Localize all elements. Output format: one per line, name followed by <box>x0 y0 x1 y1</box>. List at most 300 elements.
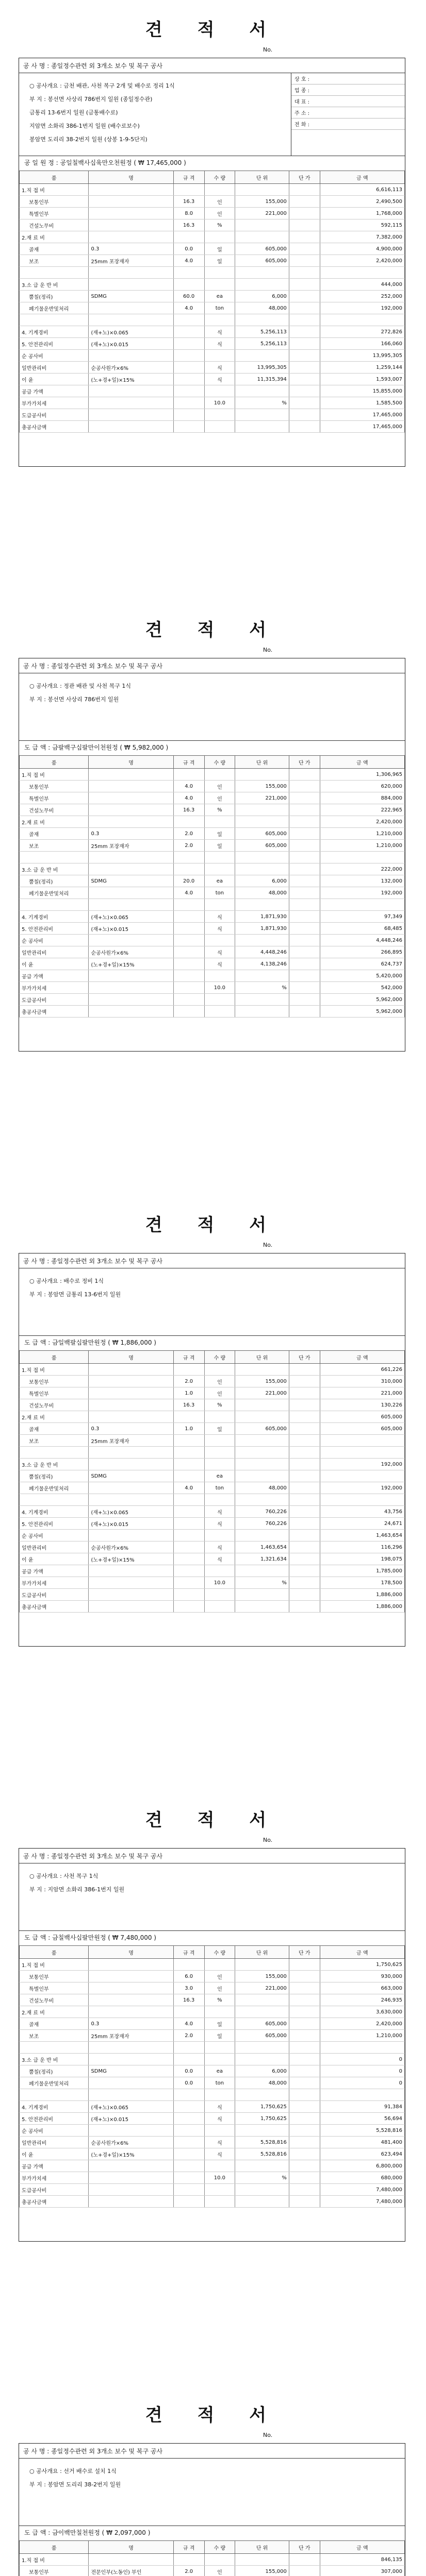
amount-label: 도 급 액 : 금팔백구십팔만이천원정 <box>24 744 120 751</box>
table-cell <box>89 935 173 946</box>
table-cell: 0 <box>320 2065 404 2077</box>
table-cell <box>204 1601 235 1613</box>
table-cell: 10.0 <box>204 982 235 994</box>
table-cell: 605,000 <box>235 1423 289 1435</box>
estimate-page <box>0 10 426 577</box>
overview-line: 부 지 : 봉선면 사상리 786번지 일원 <box>29 696 119 703</box>
table-cell <box>289 2018 320 2030</box>
table-cell: 2.0 <box>173 2566 204 2576</box>
table-cell <box>289 2137 320 2148</box>
overview-line: ○ 공사개요 : 사천 복구 1식 <box>29 1873 99 1879</box>
table-cell <box>89 2077 173 2089</box>
table-cell: 605,000 <box>235 840 289 852</box>
table-cell: 1,886,000 <box>320 1601 404 1613</box>
table-row <box>20 982 405 994</box>
table-cell: 1,750,625 <box>235 2113 289 2125</box>
table-row <box>20 2077 405 2089</box>
table-row <box>20 219 405 231</box>
table-cell: 0.0 <box>173 2065 204 2077</box>
table-cell <box>235 1364 289 1376</box>
table-cell <box>173 1959 204 1971</box>
table-cell <box>173 2184 204 2196</box>
table-cell: 부가가치세 <box>20 2172 89 2184</box>
table-cell <box>235 1459 289 1470</box>
table-cell: 1.0 <box>173 1387 204 1399</box>
table-cell <box>289 1376 320 1387</box>
amount-value: ( ₩ 17,465,000 ) <box>134 159 186 166</box>
table-row <box>20 2030 405 2042</box>
table-row <box>20 1553 405 1565</box>
table-row <box>20 1494 405 1506</box>
table-cell <box>204 1494 235 1506</box>
table-cell: (재+노)×0.065 <box>89 1506 173 1518</box>
table-row <box>20 887 405 899</box>
table-cell: 골재 <box>20 828 89 840</box>
table-row <box>20 196 405 208</box>
table-cell: 보통인부 <box>20 1376 89 1387</box>
table-row <box>20 302 405 314</box>
table-cell: 6,000 <box>235 2065 289 2077</box>
table-cell <box>289 338 320 350</box>
table-row <box>20 1541 405 1553</box>
table-cell <box>235 1959 289 1971</box>
table-row <box>20 1459 405 1470</box>
table-cell <box>235 852 289 863</box>
contract-amount <box>19 2525 405 2541</box>
table-cell <box>173 911 204 923</box>
table-cell: 623,494 <box>320 2148 404 2160</box>
table-cell <box>289 816 320 828</box>
table-cell <box>173 970 204 982</box>
column-header: 단 가 <box>289 1946 320 1959</box>
table-cell <box>173 1470 204 1482</box>
table-cell: 10.0 <box>204 1577 235 1589</box>
table-cell: 식 <box>204 2113 235 2125</box>
overview-box <box>19 1863 405 1931</box>
table-cell: 1,593,007 <box>320 374 404 385</box>
table-cell <box>235 2184 289 2196</box>
page-title: 견 적 서 <box>145 2405 281 2426</box>
table-cell <box>89 804 173 816</box>
table-cell: 공급 가액 <box>20 385 89 397</box>
table-cell <box>173 946 204 958</box>
table-cell <box>173 2172 204 2184</box>
table-cell <box>289 231 320 243</box>
table-row <box>20 1530 405 1541</box>
table-cell: 4.0 <box>173 887 204 899</box>
table-cell <box>204 184 235 196</box>
table-cell <box>89 1601 173 1613</box>
table-cell: 605,000 <box>235 243 289 255</box>
table-cell <box>204 852 235 863</box>
table-cell: 1.직 접 비 <box>20 2554 89 2566</box>
table-cell <box>320 899 404 911</box>
table-cell: 198,075 <box>320 1553 404 1565</box>
table-cell <box>89 1399 173 1411</box>
table-cell <box>320 1435 404 1447</box>
table-cell <box>289 946 320 958</box>
table-cell: 인 <box>204 1387 235 1399</box>
table-cell <box>289 1530 320 1541</box>
table-row <box>20 852 405 863</box>
table-cell <box>89 385 173 397</box>
table-cell <box>289 1006 320 1018</box>
table-header-row <box>20 171 405 184</box>
table-cell: 221,000 <box>235 1387 289 1399</box>
table-cell <box>173 982 204 994</box>
page-title: 견 적 서 <box>145 20 281 40</box>
table-cell: 식 <box>204 911 235 923</box>
table-cell <box>235 2042 289 2054</box>
amount-value: ( ₩ 2,097,000 ) <box>102 2529 151 2536</box>
table-cell: 2,490,500 <box>320 196 404 208</box>
table-cell <box>89 1959 173 1971</box>
table-cell <box>173 1411 204 1423</box>
table-cell: 16.3 <box>173 804 204 816</box>
table-row <box>20 1565 405 1577</box>
table-cell: 0.3 <box>89 2018 173 2030</box>
table-cell <box>20 1447 89 1459</box>
table-cell <box>289 2089 320 2101</box>
table-cell: 11,315,394 <box>235 374 289 385</box>
table-row <box>20 231 405 243</box>
table-cell <box>235 1494 289 1506</box>
table-cell <box>89 1364 173 1376</box>
table-cell <box>289 2566 320 2576</box>
table-cell: 식 <box>204 1506 235 1518</box>
table-cell <box>289 2101 320 2113</box>
table-cell <box>173 994 204 1006</box>
table-cell <box>289 302 320 314</box>
table-cell: 4. 기계경비 <box>20 911 89 923</box>
table-cell <box>173 1006 204 1018</box>
table-cell: 이 윤 <box>20 958 89 970</box>
table-cell <box>235 804 289 816</box>
table-cell <box>204 2184 235 2196</box>
table-row <box>20 1399 405 1411</box>
table-cell <box>204 1447 235 1459</box>
table-row <box>20 421 405 433</box>
amount-label: 도 급 액 : 금일백팔십팔만원정 <box>24 1339 108 1346</box>
table-cell: 0 <box>320 2054 404 2065</box>
table-cell: 192,000 <box>320 887 404 899</box>
table-cell <box>235 899 289 911</box>
table-cell: 930,000 <box>320 1971 404 1982</box>
table-cell <box>235 1447 289 1459</box>
table-cell <box>320 2089 404 2101</box>
table-cell <box>204 970 235 982</box>
table-cell <box>89 792 173 804</box>
table-cell: 1,871,930 <box>235 911 289 923</box>
table-cell: 식 <box>204 1518 235 1530</box>
table-cell: 1.직 접 비 <box>20 184 89 196</box>
table-cell <box>173 1364 204 1376</box>
table-cell: 폐기물운반및처리 <box>20 302 89 314</box>
table-row <box>20 1376 405 1387</box>
table-cell: 10.0 <box>204 397 235 409</box>
table-cell <box>289 1982 320 1994</box>
table-row <box>20 804 405 816</box>
table-cell: 680,000 <box>320 2172 404 2184</box>
table-cell: ea <box>204 291 235 302</box>
table-cell: (재+노)×0.065 <box>89 2101 173 2113</box>
page-title: 견 적 서 <box>145 1810 281 1831</box>
table-cell <box>204 231 235 243</box>
table-cell: 6,000 <box>235 291 289 302</box>
column-header: 규 격 <box>173 1946 204 1959</box>
table-cell <box>89 769 173 781</box>
table-cell: 폐기물운반및처리 <box>20 887 89 899</box>
table-cell: 605,000 <box>320 1411 404 1423</box>
table-cell <box>289 792 320 804</box>
table-cell: 인 <box>204 1376 235 1387</box>
table-row <box>20 2137 405 2148</box>
table-cell <box>235 2054 289 2065</box>
table-cell: 68,485 <box>320 923 404 935</box>
table-cell <box>89 899 173 911</box>
table-cell <box>204 2006 235 2018</box>
table-cell: 부가가치세 <box>20 397 89 409</box>
table-cell: 1,259,144 <box>320 362 404 374</box>
overview-line: 부 지 : 봉암면 도리리 38-2번지 일원 <box>29 2481 121 2488</box>
cost-table <box>19 2540 405 2576</box>
table-row <box>20 994 405 1006</box>
table-cell <box>89 1971 173 1982</box>
table-cell: 3.소 급 운 반 비 <box>20 1459 89 1470</box>
table-row <box>20 397 405 409</box>
table-cell <box>289 1589 320 1601</box>
table-cell: 25mm 포장재자 <box>89 2030 173 2042</box>
overview-line: 부 지 : 봉선면 사상리 786번지 일원 (종일정수관) <box>29 96 153 103</box>
table-cell: 총공사금액 <box>20 421 89 433</box>
table-cell: 2,420,000 <box>320 816 404 828</box>
table-cell <box>89 1577 173 1589</box>
table-cell: 17,465,000 <box>320 421 404 433</box>
table-cell: 인 <box>204 781 235 792</box>
table-row <box>20 350 405 362</box>
overview-box <box>19 673 405 741</box>
table-row <box>20 385 405 397</box>
table-cell: 일반관리비 <box>20 362 89 374</box>
table-cell: 4,138,246 <box>235 958 289 970</box>
table-cell <box>20 852 89 863</box>
table-cell: (재+노)×0.065 <box>89 911 173 923</box>
table-cell <box>289 2148 320 2160</box>
column-header: 단 가 <box>289 171 320 184</box>
table-cell <box>89 267 173 279</box>
document-number-label: No. <box>263 647 273 653</box>
table-cell: 663,000 <box>320 1982 404 1994</box>
table-cell <box>289 1411 320 1423</box>
table-cell: 1,750,625 <box>235 2101 289 2113</box>
table-cell: 부가가치세 <box>20 1577 89 1589</box>
table-cell: 폐기물운반및처리 <box>20 1482 89 1494</box>
table-cell <box>173 1530 204 1541</box>
table-cell: 총공사금액 <box>20 1601 89 1613</box>
table-cell: 4,900,000 <box>320 243 404 255</box>
table-cell <box>89 1459 173 1470</box>
column-header: 단 위 <box>235 756 289 769</box>
table-cell: 2.재 료 비 <box>20 2006 89 2018</box>
table-row <box>20 1518 405 1530</box>
table-cell <box>173 1553 204 1565</box>
table-cell <box>320 267 404 279</box>
table-cell: 인 <box>204 792 235 804</box>
table-cell <box>289 184 320 196</box>
overview-line: ○ 공사개요 : 선거 배수로 설치 1식 <box>29 2468 117 2475</box>
table-cell: 2.재 료 비 <box>20 1411 89 1423</box>
overview-line: 부 지 : 지암면 소화리 386-1번지 일원 <box>29 1886 125 1893</box>
table-cell: ea <box>204 1470 235 1482</box>
table-cell <box>89 208 173 219</box>
amount-value: ( ₩ 5,982,000 ) <box>120 744 169 751</box>
table-cell: 일 <box>204 2018 235 2030</box>
contract-amount <box>19 155 405 171</box>
table-cell <box>89 219 173 231</box>
table-cell: 1.0 <box>173 1423 204 1435</box>
table-cell: 43,756 <box>320 1506 404 1518</box>
table-cell <box>289 2054 320 2065</box>
table-cell: 8.0 <box>173 208 204 219</box>
page-title: 견 적 서 <box>145 1215 281 1235</box>
table-cell <box>204 385 235 397</box>
contractor-field: 상 호 : <box>291 73 405 84</box>
table-cell <box>89 816 173 828</box>
table-cell <box>235 2006 289 2018</box>
table-cell <box>204 1435 235 1447</box>
table-cell: 1,463,654 <box>320 1530 404 1541</box>
table-cell <box>235 970 289 982</box>
table-cell <box>289 326 320 338</box>
table-cell <box>204 863 235 875</box>
table-cell: 221,000 <box>235 208 289 219</box>
table-cell <box>289 1553 320 1565</box>
table-cell: 순 공사비 <box>20 935 89 946</box>
table-cell: 4. 기계경비 <box>20 326 89 338</box>
overview-box <box>19 2458 405 2526</box>
table-cell <box>173 1494 204 1506</box>
column-header: 명 <box>89 2541 173 2554</box>
table-cell <box>204 2196 235 2208</box>
table-row <box>20 2125 405 2137</box>
table-cell: 공급 가액 <box>20 2160 89 2172</box>
table-cell: 246,935 <box>320 1994 404 2006</box>
table-cell: 0.3 <box>89 828 173 840</box>
table-header-row <box>20 1946 405 1959</box>
table-cell <box>320 1494 404 1506</box>
table-cell <box>173 2148 204 2160</box>
table-cell <box>235 1411 289 1423</box>
table-cell <box>89 1387 173 1399</box>
table-cell <box>173 2113 204 2125</box>
table-cell: 1.직 접 비 <box>20 1959 89 1971</box>
table-cell: 식 <box>204 326 235 338</box>
table-cell: 식 <box>204 362 235 374</box>
table-cell: 97,349 <box>320 911 404 923</box>
table-cell: 4. 기계경비 <box>20 1506 89 1518</box>
estimate-frame <box>19 1848 405 2242</box>
table-cell <box>20 2089 89 2101</box>
table-cell: 순공사원가×6% <box>89 362 173 374</box>
table-cell: 661,226 <box>320 1364 404 1376</box>
table-cell: 2.0 <box>173 840 204 852</box>
table-cell <box>89 397 173 409</box>
table-cell: 골재 <box>20 2018 89 2030</box>
table-cell: 인 <box>204 2566 235 2576</box>
table-cell <box>204 279 235 291</box>
table-cell: 1,306,965 <box>320 769 404 781</box>
table-row <box>20 946 405 958</box>
table-cell <box>204 409 235 421</box>
table-row <box>20 1959 405 1971</box>
table-cell: 56,694 <box>320 2113 404 2125</box>
table-cell <box>289 1387 320 1399</box>
table-row <box>20 326 405 338</box>
table-cell <box>89 994 173 1006</box>
table-cell <box>89 2554 173 2566</box>
table-row <box>20 2566 405 2576</box>
table-cell <box>89 887 173 899</box>
table-cell: 일 <box>204 840 235 852</box>
table-cell: 식 <box>204 923 235 935</box>
table-cell: 620,000 <box>320 781 404 792</box>
page-title: 견 적 서 <box>145 620 281 640</box>
table-cell <box>235 1530 289 1541</box>
table-cell <box>173 899 204 911</box>
estimate-page <box>0 1206 426 1772</box>
table-cell <box>289 828 320 840</box>
table-cell: 일반관리비 <box>20 1541 89 1553</box>
table-cell: 155,000 <box>235 2566 289 2576</box>
table-cell <box>235 2554 289 2566</box>
amount-value: ( ₩ 7,480,000 ) <box>108 1934 156 1941</box>
table-cell <box>204 1959 235 1971</box>
table-cell <box>89 2196 173 2208</box>
table-cell <box>289 397 320 409</box>
table-cell: 특별인부 <box>20 208 89 219</box>
table-cell <box>289 208 320 219</box>
table-cell <box>235 267 289 279</box>
table-cell: 도급공사비 <box>20 409 89 421</box>
table-cell <box>204 421 235 433</box>
table-cell <box>89 2125 173 2137</box>
table-cell <box>89 1411 173 1423</box>
table-cell: 155,000 <box>235 1971 289 1982</box>
table-row <box>20 184 405 196</box>
overview-box <box>19 73 405 156</box>
table-cell <box>173 2101 204 2113</box>
table-row <box>20 243 405 255</box>
table-cell: 272,826 <box>320 326 404 338</box>
table-cell: 부가가치세 <box>20 982 89 994</box>
table-cell <box>235 1399 289 1411</box>
table-cell <box>235 2160 289 2172</box>
table-cell: 605,000 <box>235 255 289 267</box>
table-cell <box>289 1518 320 1530</box>
table-cell <box>235 1565 289 1577</box>
column-header: 수 량 <box>204 2541 235 2554</box>
table-cell: 6,800,000 <box>320 2160 404 2172</box>
table-cell <box>89 1006 173 1018</box>
table-row <box>20 2160 405 2172</box>
table-cell <box>289 982 320 994</box>
table-cell: 뿜칠(정리) <box>20 2065 89 2077</box>
table-cell <box>173 2006 204 2018</box>
table-cell: % <box>204 804 235 816</box>
table-cell: 식 <box>204 2148 235 2160</box>
table-cell: 605,000 <box>235 2030 289 2042</box>
contractor-field: 전 화 : <box>291 118 405 130</box>
